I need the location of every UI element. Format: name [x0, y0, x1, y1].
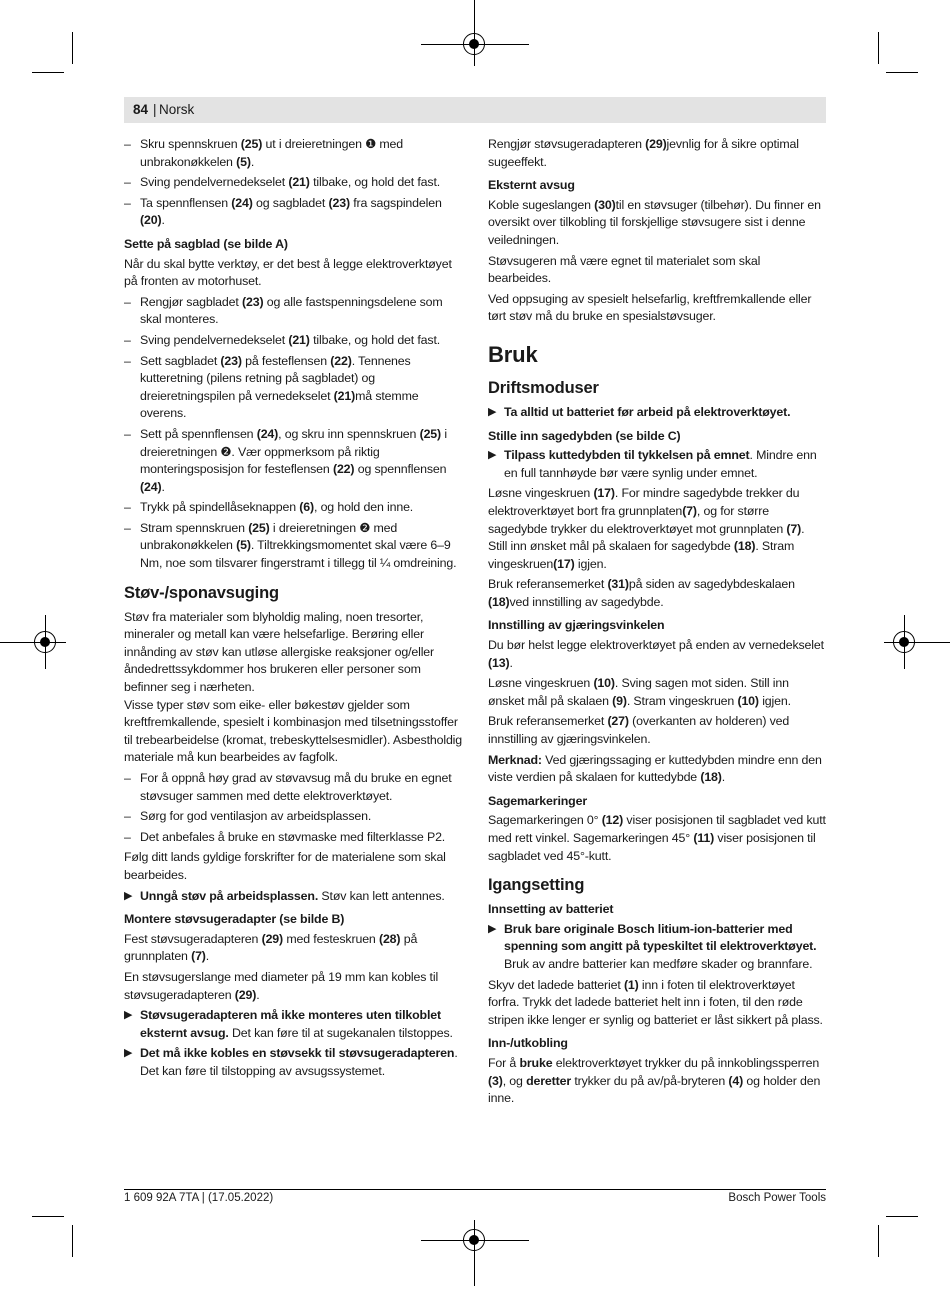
warning-item	[124, 1045, 464, 1080]
paragraph	[488, 1055, 826, 1108]
text-run: (overkanten av holderen) ved innstilling av gjæringsvinkelen.	[488, 714, 790, 747]
warning-item	[124, 888, 464, 906]
paragraph	[488, 136, 826, 171]
list-item	[124, 499, 464, 517]
text-run: Visse typer støv som eike- eller bøkestøv gjelder som kreftfremkallende, spesielt i kombinasjon med tilsetningsstoffer til trebearbeidelse (kromat, trebeskyttelsesmidler). Asbestholdig materiale må kun bearbeides av fagfolk.	[124, 697, 463, 765]
text-run: Koble sugeslangen	[488, 197, 595, 212]
right-column	[488, 136, 826, 1111]
bold-text: (5)	[236, 154, 251, 169]
text-run: til en støvsuger (tilbehør). Du finner en oversikt over tilkobling til forskjellige støvsugere sist i denne veiledningen.	[488, 197, 821, 247]
bold-text: (24)	[256, 426, 279, 441]
subheading	[488, 901, 826, 919]
bold-text: Unngå støv på arbeidsplassen.	[140, 888, 319, 903]
paragraph	[124, 969, 464, 1004]
text-run: . Stram vingeskruen	[626, 693, 738, 708]
text-run: . Stram vingeskruen	[488, 539, 795, 571]
text-run: må stemme overens.	[140, 388, 419, 421]
header-separator: |	[153, 102, 157, 117]
paragraph	[488, 812, 826, 865]
registration-mark-icon	[463, 1229, 485, 1251]
bold-text: (1)	[623, 977, 639, 992]
text-run: , og for større sagedybde trykker du elektroverktøyet mot grunnplaten	[488, 503, 787, 536]
bold-text: Tilpass kuttedybden til tykkelsen på emnet	[504, 448, 750, 463]
list-item	[124, 520, 464, 573]
text-run: Rengjør støvsugeradapteren	[488, 137, 646, 151]
text-run: . Tiltrekkingsmomentet skal være 6–9 Nm, noe som tilsvarer fingerstramt i tillegg til ¼ omdreining.	[140, 538, 457, 571]
text-run: på siden av sagedybdeskalaen	[628, 577, 795, 592]
text-run: Ved oppsuging av spesielt helsefarlig, kreftfremkallende eller tørt støv må du bruke en spesialstøvsuger.	[488, 291, 812, 324]
text-run: trykker du på av/på-bryteren	[571, 1073, 729, 1088]
text-run: Rengjør sagbladet	[140, 294, 242, 309]
bold-text: (31)	[607, 577, 629, 592]
paragraph	[488, 675, 826, 710]
bold-text: (22)	[330, 353, 352, 368]
text-run: Sving pendelvernedekselet	[140, 332, 289, 347]
bold-text: (29)	[645, 137, 667, 151]
text-run: Støv fra materialer som blyholdig maling, noen tresorter, mineraler og metall kan være helsefarlige. Berøring eller innånding av støv kan utløse allergiske reaksjoner og/eller åndedrettssykdommer hos brukeren eller personer som befinner seg i nærheten.	[124, 609, 435, 695]
text-run: . Still inn ønsket mål på skalaen for sagedybde	[488, 521, 805, 554]
bold-text: (7)	[191, 949, 206, 964]
bold-text: (28)	[378, 931, 401, 946]
warning-item	[488, 447, 826, 482]
bold-text: (7)	[682, 503, 697, 518]
text-run: Bruk referansemerket	[488, 714, 608, 729]
bold-text: (23)	[328, 195, 350, 210]
registration-line	[0, 642, 66, 643]
bold-text: Ta alltid ut batteriet før arbeid på elektroverktøyet.	[504, 404, 791, 419]
text-run: .	[256, 987, 260, 1002]
bold-text: Bruk	[488, 341, 538, 367]
text-run: i dreieretningen ❷ med unbrakonøkkelen	[140, 520, 398, 553]
list-item	[124, 195, 464, 230]
subheading	[124, 911, 464, 929]
text-run: viser posisjonen til sagbladet ved kutt med rett vinkel. Sagemarkeringen 45°	[488, 813, 826, 845]
paragraph	[488, 485, 826, 573]
chapter-heading	[488, 342, 826, 368]
bold-text: Inn-/utkobling	[488, 1036, 568, 1051]
bold-text: Montere støvsugeradapter (se bilde B)	[124, 912, 345, 927]
text-run: Trykk på spindellåseknappen	[140, 500, 300, 515]
bold-text: (29)	[234, 987, 257, 1002]
bold-text: bruke	[519, 1055, 553, 1070]
subheading	[488, 617, 826, 635]
bold-text: (9)	[612, 693, 627, 708]
paragraph	[124, 849, 464, 884]
text-run: Ta spennflensen	[140, 195, 232, 210]
bold-text: (10)	[737, 693, 759, 708]
text-run: , og	[502, 1073, 527, 1088]
bold-text: (25)	[419, 426, 442, 441]
bold-text: Innstilling av gjæringsvinkelen	[488, 618, 665, 633]
bold-text: Sagemarkeringer	[488, 793, 587, 808]
text-run: Følg ditt lands gyldige forskrifter for de materialene som skal bearbeides.	[124, 850, 446, 882]
bold-text: Stille inn sagedybden (se bilde C)	[488, 428, 681, 443]
text-run: på grunnplaten	[124, 931, 418, 964]
text-run: Sett sagbladet	[140, 353, 221, 368]
text-run: Når du skal bytte verktøy, er det best å legge elektroverktøyet på fronten av motorhuset.	[124, 256, 452, 289]
bold-text: Det må ikke kobles en støvsekk til støvsugeradapteren	[140, 1046, 455, 1061]
registration-mark-icon	[893, 631, 915, 653]
subheading	[488, 1035, 826, 1053]
bold-text: Bruk bare originale Bosch litium-ion-batterier med spenning som angitt på typeskiltet til elektroverktøyet.	[504, 921, 817, 954]
paragraph	[488, 197, 826, 250]
text-run: En støvsugerslange med diameter på 19 mm kan kobles til støvsugeradapteren	[124, 969, 439, 1002]
bold-text: (18)	[733, 539, 756, 554]
list-item	[124, 426, 464, 496]
text-run: Sett på spennflensen	[140, 426, 257, 441]
crop-mark	[72, 32, 73, 64]
paragraph	[488, 752, 826, 787]
text-run: Ved gjæringssaging er kuttedybden mindre enn den viste verdien på skalaen for kuttedybde	[488, 752, 822, 785]
text-run: og holder den inne.	[488, 1073, 821, 1106]
bold-text: Støv-/sponavsuging	[124, 583, 279, 602]
paragraph	[488, 253, 826, 288]
list-item	[124, 174, 464, 192]
text-run: på festeflensen	[241, 353, 331, 368]
bold-text: (23)	[220, 353, 242, 368]
bold-text: (4)	[728, 1073, 744, 1088]
text-run: .	[509, 655, 513, 670]
bold-text: (25)	[248, 520, 270, 535]
text-run: Bruk referansemerket	[488, 577, 608, 592]
document-number: 1 609 92A 7TA | (17.05.2022)	[124, 1192, 274, 1204]
text-run: tilbake, og hold det fast.	[309, 332, 441, 347]
list-item	[124, 294, 464, 329]
text-run: Det anbefales å bruke en støvmaske med filterklasse P2.	[140, 829, 446, 844]
bold-text: Støvsugeradapteren må ikke monteres uten tilkoblet eksternt avsug.	[140, 1008, 441, 1040]
text-run: elektroverktøyet trykker du på innkoblingssperren	[552, 1055, 820, 1070]
bold-text: (21)	[288, 332, 310, 347]
list-item	[124, 136, 464, 171]
bold-text: (3)	[488, 1073, 503, 1088]
bold-text: (20)	[140, 213, 162, 228]
left-column	[124, 136, 464, 1084]
paragraph	[124, 256, 464, 291]
paragraph	[488, 576, 826, 611]
paragraph	[124, 931, 464, 966]
bold-text: (11)	[693, 831, 715, 845]
text-run: igjen.	[758, 693, 791, 708]
text-run: .	[721, 770, 726, 785]
page-number: 84	[133, 102, 149, 117]
subheading	[488, 793, 826, 811]
text-run: Støv kan lett antennes.	[318, 888, 445, 903]
crop-mark	[878, 32, 879, 64]
bold-text: (6)	[299, 500, 314, 515]
text-run: Løsne vingeskruen	[488, 676, 594, 691]
text-run: Bruk av andre batterier kan medføre skader og brannfare.	[504, 956, 813, 971]
text-run: . Sving sagen mot siden. Still inn ønsket mål på skalaen	[488, 676, 789, 708]
bold-text: Igangsetting	[488, 876, 585, 895]
bold-text: (27)	[607, 714, 629, 729]
bold-text: (25)	[240, 137, 263, 151]
warning-item	[488, 404, 826, 422]
subheading	[488, 177, 826, 195]
text-run: . Det kan føre til tilstopping av avsugssystemet.	[140, 1046, 458, 1078]
bold-text: (21)	[333, 388, 356, 403]
page-header	[124, 97, 826, 123]
warning-item	[488, 921, 826, 974]
text-run: ved innstilling av sagedybde.	[509, 594, 664, 609]
text-run: . For mindre sagedybde trekker du elektroverktøyet bort fra grunnplaten	[488, 486, 800, 518]
bold-text: (10)	[593, 676, 615, 691]
text-run: .	[205, 949, 210, 964]
bold-text: (18)	[700, 770, 722, 785]
text-run: igjen.	[574, 556, 607, 571]
language-label: Norsk	[159, 102, 195, 117]
registration-mark-icon	[463, 33, 485, 55]
text-run: i dreieretningen ❷. Vær oppmerksom på riktig monteringsposisjon for festeflensen	[140, 426, 447, 477]
text-run: . Tennenes kutteretning (pilens retning på sagbladet) og dreieretningspilen på vernedekselet	[140, 353, 411, 403]
warning-item	[124, 1007, 464, 1042]
text-run: tilbake, og hold det fast.	[309, 175, 441, 190]
bold-text: Innsetting av batteriet	[488, 902, 614, 917]
crop-mark	[72, 1225, 73, 1257]
paragraph	[488, 713, 826, 748]
section-heading	[124, 583, 464, 603]
list-item	[124, 770, 464, 805]
text-run: Fest støvsugeradapteren	[124, 931, 262, 946]
text-run: ut i dreieretningen ❶ med unbrakonøkkelen	[140, 137, 404, 169]
bold-text: (7)	[786, 521, 802, 536]
text-run: . Mindre enn en full tannhøyde bør være synlig under emnet.	[504, 448, 817, 480]
bold-text: (30)	[594, 197, 616, 212]
text-run: og sagbladet	[252, 195, 329, 210]
list-item	[124, 829, 464, 847]
section-heading	[488, 378, 826, 398]
paragraph	[488, 637, 826, 672]
text-run: For å oppnå høy grad av støvavsug må du bruke en egnet støvsuger sammen med dette elektroverktøyet.	[140, 771, 452, 803]
text-run: og alle fastspenningsdelene som skal monteres.	[140, 294, 443, 327]
bold-text: (5)	[236, 538, 251, 553]
bold-text: (18)	[488, 594, 510, 609]
bold-text: Sette på sagblad (se bilde A)	[124, 236, 288, 251]
crop-mark	[32, 1216, 64, 1217]
subheading	[124, 236, 464, 254]
text-run: Skyv det ladede batteriet	[488, 977, 624, 992]
text-run: Løsne vingeskruen	[488, 486, 594, 501]
list-item	[124, 353, 464, 423]
text-run: Skru spennskruen	[140, 137, 241, 151]
paragraph	[124, 697, 464, 767]
bold-text: (12)	[601, 813, 624, 828]
bold-text: (22)	[332, 462, 355, 477]
crop-mark	[886, 1216, 918, 1217]
text-run: med festeskruen	[283, 931, 379, 946]
paragraph	[124, 609, 464, 697]
footer-rule	[124, 1189, 826, 1190]
text-run: viser posisjonen til sagbladet ved 45°-kutt.	[488, 831, 816, 863]
text-run: jevnlig for å sikre optimal sugeeffekt.	[488, 137, 799, 169]
text-run: .	[250, 154, 255, 169]
bold-text: deretter	[526, 1073, 572, 1088]
publisher-name: Bosch Power Tools	[728, 1192, 826, 1204]
text-run: .	[161, 213, 165, 228]
bold-text: (24)	[140, 479, 162, 494]
text-run: .	[161, 479, 165, 494]
text-run: inn i foten til elektroverktøyet forfra. Trykk det ladede batteriet helt inn i foten, til den røde stripen ikke lenger er synlig og batteriet er låst sikkert på plass.	[488, 977, 823, 1027]
text-run: Stram spennskruen	[140, 520, 249, 535]
text-run: Sagemarkeringen 0°	[488, 813, 602, 828]
list-item	[124, 808, 464, 826]
text-run: fra sagspindelen	[349, 195, 442, 210]
crop-mark	[886, 72, 918, 73]
registration-mark-icon	[34, 631, 56, 653]
subheading	[488, 428, 826, 446]
bold-text: Merknad:	[488, 752, 542, 767]
crop-mark	[878, 1225, 879, 1257]
text-run: Det kan føre til at sugekanalen tilstoppes.	[228, 1025, 453, 1040]
text-run: Støvsugeren må være egnet til materialet som skal bearbeides.	[488, 253, 761, 286]
list-item	[124, 332, 464, 350]
text-run: Sørg for god ventilasjon av arbeidsplassen.	[140, 809, 372, 824]
crop-mark	[32, 72, 64, 73]
bold-text: Driftsmoduser	[488, 378, 599, 397]
section-heading	[488, 875, 826, 895]
bold-text: (13)	[488, 655, 510, 670]
text-run: , og skru inn spennskruen	[278, 426, 420, 441]
bold-text: (24)	[231, 195, 253, 210]
text-run: Sving pendelvernedekselet	[140, 175, 289, 190]
paragraph	[488, 291, 826, 326]
bold-text: (23)	[242, 294, 264, 309]
text-run: , og hold den inne.	[313, 500, 414, 515]
paragraph	[488, 977, 826, 1030]
text-run: Du bør helst legge elektroverktøyet på enden av vernedekselet	[488, 638, 824, 653]
bold-text: (21)	[288, 175, 310, 190]
text-run: For å	[488, 1055, 520, 1070]
bold-text: Eksternt avsug	[488, 178, 575, 193]
text-run: og spennflensen	[354, 462, 447, 477]
bold-text: (17)	[553, 556, 575, 571]
bold-text: (29)	[261, 931, 284, 946]
bold-text: (17)	[593, 486, 615, 501]
